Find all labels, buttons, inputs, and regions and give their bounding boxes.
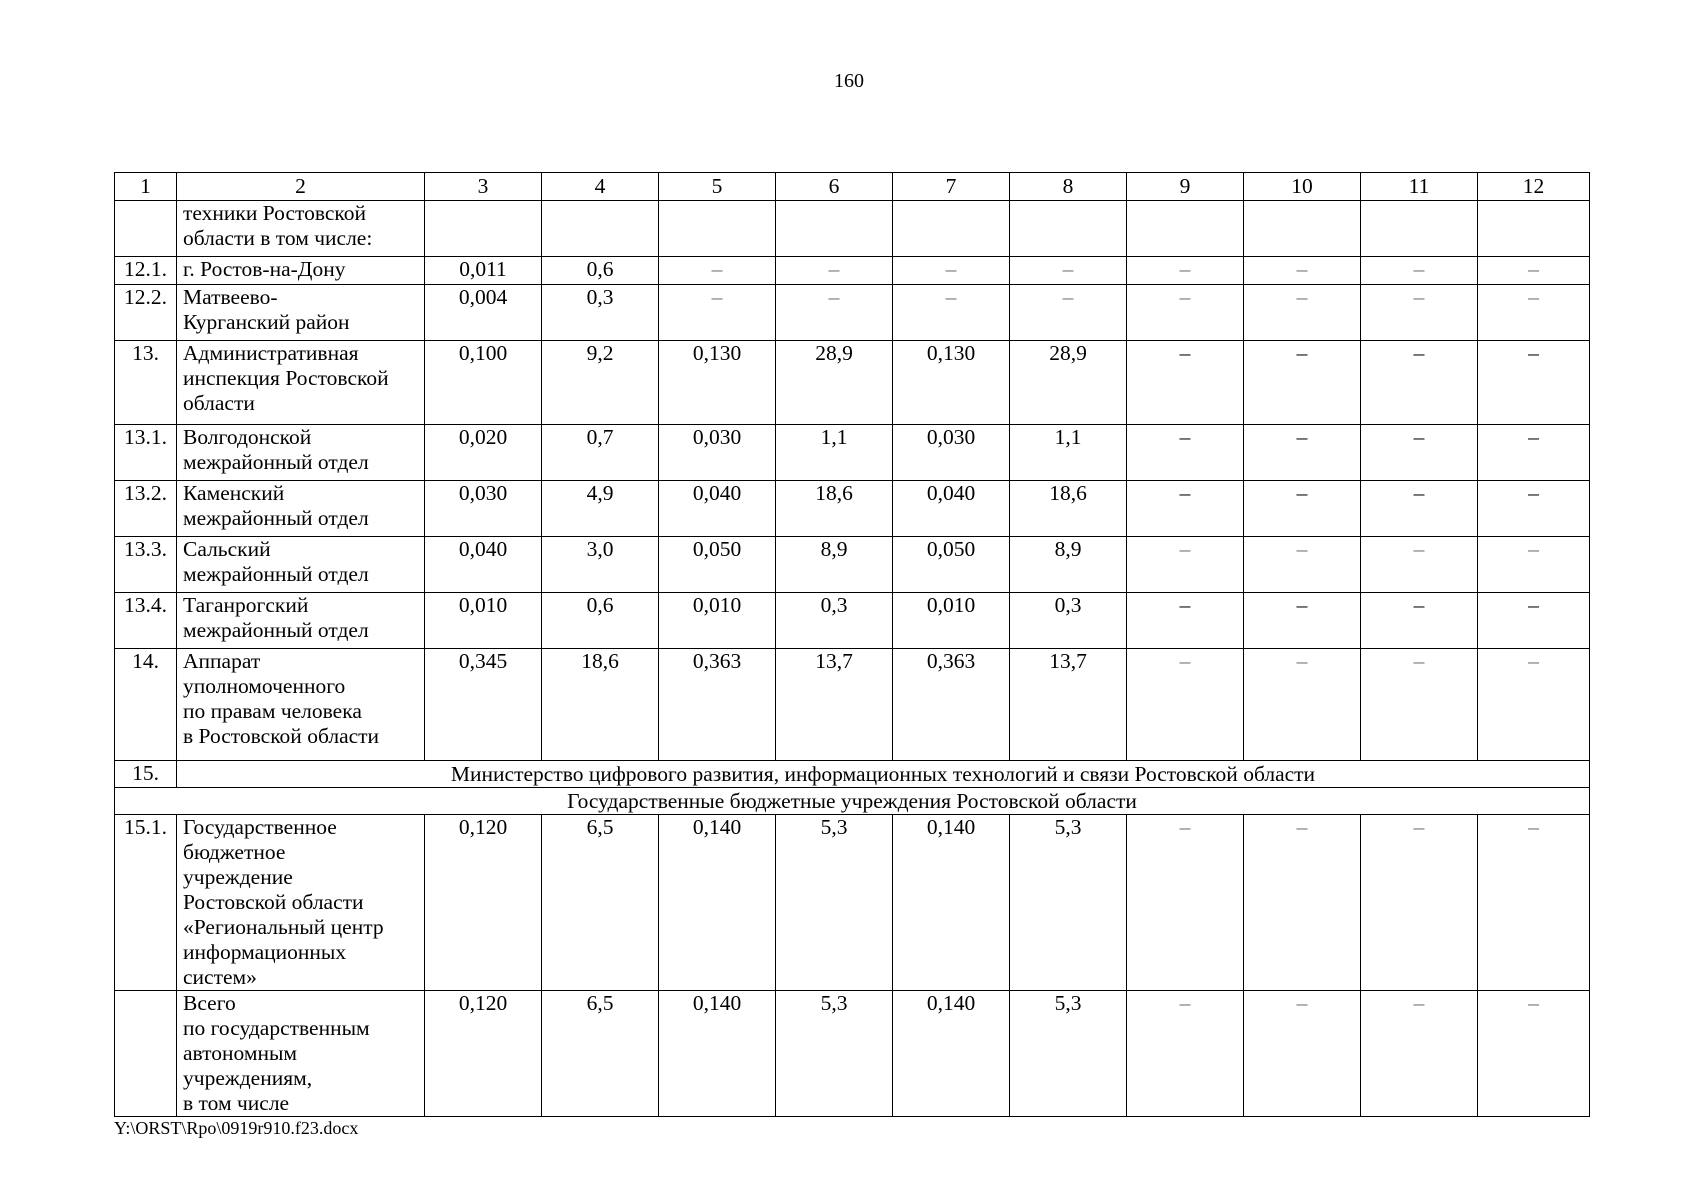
- value-cell-col-11: –: [1361, 991, 1478, 1117]
- column-header-8: 8: [1010, 173, 1127, 201]
- row-name-line: Матвеево-: [183, 285, 278, 309]
- row-number-cell: 12.1.: [115, 257, 177, 285]
- value-cell-col-7: –: [893, 257, 1010, 285]
- row-name-line: Каменский: [183, 481, 285, 505]
- column-header-1: 1: [115, 173, 177, 201]
- value-cell-col-3: 0,030: [425, 481, 542, 537]
- value-cell-col-11: –: [1361, 537, 1478, 593]
- value-cell-col-12: [1478, 201, 1590, 257]
- value-cell-col-9: –: [1127, 593, 1244, 649]
- row-name-cell: [177, 341, 425, 425]
- row-name-cell: [177, 285, 425, 341]
- table-row: [115, 593, 1590, 649]
- row-name-cell: [177, 257, 425, 285]
- value-cell-col-3: 0,040: [425, 537, 542, 593]
- value-cell-col-3: 0,100: [425, 341, 542, 425]
- row-name-line: Аппарат: [183, 649, 261, 673]
- row-name-line: межрайонный отдел: [183, 450, 369, 474]
- value-cell-col-12: –: [1478, 537, 1590, 593]
- row-name-cell: [177, 201, 425, 257]
- value-cell-col-8: 5,3: [1010, 815, 1127, 991]
- column-header-5: 5: [659, 173, 776, 201]
- value-cell-col-10: –: [1244, 537, 1361, 593]
- column-number-header-row: [115, 173, 1590, 201]
- value-cell-col-12: –: [1478, 285, 1590, 341]
- row-number-cell: [115, 991, 177, 1117]
- column-header-2: 2: [177, 173, 425, 201]
- row-name-line: Ростовской области: [183, 890, 364, 914]
- row-name-cell: [177, 481, 425, 537]
- value-cell-col-3: 0,010: [425, 593, 542, 649]
- row-name-cell: [177, 815, 425, 991]
- row-number-cell: 13.3.: [115, 537, 177, 593]
- value-cell-col-12: –: [1478, 593, 1590, 649]
- section-title-cell: Министерство цифрового развития, информационных технологий и связи Ростовской области: [177, 761, 1590, 788]
- value-cell-col-3: 0,120: [425, 815, 542, 991]
- row-name-line: Всего: [183, 991, 236, 1015]
- value-cell-col-9: –: [1127, 991, 1244, 1117]
- value-cell-col-6: 8,9: [776, 537, 893, 593]
- value-cell-col-12: –: [1478, 649, 1590, 761]
- value-cell-col-3: 0,020: [425, 425, 542, 481]
- row-name-line: Волгодонской: [183, 425, 312, 449]
- value-cell-col-6: 5,3: [776, 815, 893, 991]
- table-row: [115, 537, 1590, 593]
- row-name-line: г. Ростов-на-Дону: [183, 257, 346, 281]
- value-cell-col-4: 3,0: [542, 537, 659, 593]
- value-cell-col-9: –: [1127, 257, 1244, 285]
- row-name-line: уполномоченного: [183, 674, 346, 698]
- footer-file-path: Y:\ORST\Rpo\0919r910.f23.docx: [114, 1118, 359, 1138]
- row-name-line: по правам человека: [183, 699, 362, 723]
- value-cell-col-8: 13,7: [1010, 649, 1127, 761]
- value-cell-col-11: –: [1361, 815, 1478, 991]
- value-cell-col-12: –: [1478, 481, 1590, 537]
- value-cell-col-4: 18,6: [542, 649, 659, 761]
- value-cell-col-10: –: [1244, 815, 1361, 991]
- table-row: [115, 425, 1590, 481]
- value-cell-col-8: [1010, 201, 1127, 257]
- row-name-line: «Региональный центр: [183, 915, 384, 939]
- row-name-line: Таганрогский: [183, 593, 309, 617]
- value-cell-col-6: –: [776, 285, 893, 341]
- value-cell-col-6: –: [776, 257, 893, 285]
- section-subtitle-cell: Государственные бюджетные учреждения Ростовской области: [115, 788, 1590, 815]
- value-cell-col-7: 0,363: [893, 649, 1010, 761]
- value-cell-col-10: –: [1244, 257, 1361, 285]
- column-header-9: 9: [1127, 173, 1244, 201]
- value-cell-col-12: –: [1478, 425, 1590, 481]
- column-header-11: 11: [1361, 173, 1478, 201]
- value-cell-col-7: 0,040: [893, 481, 1010, 537]
- table-row: [115, 991, 1590, 1117]
- value-cell-col-6: 1,1: [776, 425, 893, 481]
- value-cell-col-6: 28,9: [776, 341, 893, 425]
- value-cell-col-5: 0,363: [659, 649, 776, 761]
- value-cell-col-4: 0,6: [542, 593, 659, 649]
- value-cell-col-5: 0,140: [659, 991, 776, 1117]
- column-header-4: 4: [542, 173, 659, 201]
- value-cell-col-7: –: [893, 285, 1010, 341]
- row-name-line: информационных: [183, 940, 347, 964]
- value-cell-col-9: –: [1127, 481, 1244, 537]
- value-cell-col-4: 9,2: [542, 341, 659, 425]
- value-cell-col-11: –: [1361, 285, 1478, 341]
- value-cell-col-10: –: [1244, 341, 1361, 425]
- value-cell-col-3: [425, 201, 542, 257]
- value-cell-col-4: [542, 201, 659, 257]
- value-cell-col-5: 0,030: [659, 425, 776, 481]
- value-cell-col-11: –: [1361, 593, 1478, 649]
- value-cell-col-6: 5,3: [776, 991, 893, 1117]
- value-cell-col-9: –: [1127, 537, 1244, 593]
- value-cell-col-4: 0,6: [542, 257, 659, 285]
- value-cell-col-7: 0,050: [893, 537, 1010, 593]
- value-cell-col-10: –: [1244, 593, 1361, 649]
- row-number-cell: 13.2.: [115, 481, 177, 537]
- value-cell-col-5: 0,050: [659, 537, 776, 593]
- row-name-line: Сальский: [183, 537, 271, 561]
- value-cell-col-11: –: [1361, 649, 1478, 761]
- row-name-line: Курганский район: [183, 310, 350, 334]
- row-name-cell: [177, 537, 425, 593]
- column-header-12: 12: [1478, 173, 1590, 201]
- value-cell-col-6: 13,7: [776, 649, 893, 761]
- table-row: [115, 257, 1590, 285]
- value-cell-col-11: –: [1361, 481, 1478, 537]
- value-cell-col-10: –: [1244, 649, 1361, 761]
- value-cell-col-4: 0,7: [542, 425, 659, 481]
- value-cell-col-7: 0,030: [893, 425, 1010, 481]
- row-name-line: бюджетное: [183, 840, 286, 864]
- row-name-line: в том числе: [183, 1091, 290, 1115]
- table-body: [115, 173, 1590, 1117]
- column-header-3: 3: [425, 173, 542, 201]
- table-row: [115, 815, 1590, 991]
- value-cell-col-8: 5,3: [1010, 991, 1127, 1117]
- value-cell-col-10: –: [1244, 991, 1361, 1117]
- value-cell-col-3: 0,345: [425, 649, 542, 761]
- value-cell-col-7: 0,010: [893, 593, 1010, 649]
- row-name-line: учреждение: [183, 865, 293, 889]
- page-number: 160: [834, 70, 864, 92]
- value-cell-col-12: –: [1478, 257, 1590, 285]
- value-cell-col-7: 0,140: [893, 815, 1010, 991]
- value-cell-col-5: 0,140: [659, 815, 776, 991]
- value-cell-col-9: –: [1127, 649, 1244, 761]
- value-cell-col-4: 4,9: [542, 481, 659, 537]
- column-header-10: 10: [1244, 173, 1361, 201]
- value-cell-col-4: 6,5: [542, 991, 659, 1117]
- value-cell-col-9: –: [1127, 815, 1244, 991]
- column-header-7: 7: [893, 173, 1010, 201]
- table-row: [115, 341, 1590, 425]
- value-cell-col-12: –: [1478, 991, 1590, 1117]
- row-number-cell: 15.1.: [115, 815, 177, 991]
- row-name-line: области в том числе:: [183, 226, 373, 250]
- value-cell-col-5: 0,040: [659, 481, 776, 537]
- row-number-cell: 13.1.: [115, 425, 177, 481]
- value-cell-col-5: –: [659, 257, 776, 285]
- value-cell-col-11: [1361, 201, 1478, 257]
- value-cell-col-10: –: [1244, 481, 1361, 537]
- value-cell-col-8: –: [1010, 285, 1127, 341]
- row-name-line: техники Ростовской: [183, 201, 367, 225]
- row-number-cell: [115, 201, 177, 257]
- row-name-line: Административная: [183, 341, 359, 365]
- table-row: [115, 201, 1590, 257]
- row-name-line: автономным: [183, 1041, 298, 1065]
- value-cell-col-12: –: [1478, 341, 1590, 425]
- section-number-cell: 15.: [115, 761, 177, 788]
- table-row: [115, 481, 1590, 537]
- value-cell-col-9: –: [1127, 341, 1244, 425]
- section-subtitle-row: [115, 788, 1590, 815]
- value-cell-col-11: –: [1361, 257, 1478, 285]
- row-name-line: межрайонный отдел: [183, 618, 369, 642]
- value-cell-col-8: 1,1: [1010, 425, 1127, 481]
- value-cell-col-4: 6,5: [542, 815, 659, 991]
- value-cell-col-9: –: [1127, 285, 1244, 341]
- value-cell-col-8: 28,9: [1010, 341, 1127, 425]
- data-table: [114, 172, 1590, 1117]
- value-cell-col-10: –: [1244, 425, 1361, 481]
- row-name-line: Государственное: [183, 815, 337, 839]
- value-cell-col-9: –: [1127, 425, 1244, 481]
- row-number-cell: 13.4.: [115, 593, 177, 649]
- row-name-cell: [177, 593, 425, 649]
- value-cell-col-8: 18,6: [1010, 481, 1127, 537]
- row-name-line: в Ростовской области: [183, 724, 380, 748]
- value-cell-col-6: 0,3: [776, 593, 893, 649]
- value-cell-col-8: 0,3: [1010, 593, 1127, 649]
- row-name-cell: [177, 649, 425, 761]
- row-name-cell: [177, 425, 425, 481]
- value-cell-col-10: [1244, 201, 1361, 257]
- value-cell-col-7: 0,140: [893, 991, 1010, 1117]
- value-cell-col-11: –: [1361, 425, 1478, 481]
- row-name-line: по государственным: [183, 1016, 370, 1040]
- value-cell-col-6: [776, 201, 893, 257]
- value-cell-col-5: 0,010: [659, 593, 776, 649]
- table-row: [115, 285, 1590, 341]
- row-name-line: межрайонный отдел: [183, 562, 369, 586]
- value-cell-col-3: 0,011: [425, 257, 542, 285]
- value-cell-col-4: 0,3: [542, 285, 659, 341]
- value-cell-col-7: 0,130: [893, 341, 1010, 425]
- value-cell-col-11: –: [1361, 341, 1478, 425]
- value-cell-col-3: 0,004: [425, 285, 542, 341]
- value-cell-col-6: 18,6: [776, 481, 893, 537]
- value-cell-col-9: [1127, 201, 1244, 257]
- row-name-line: межрайонный отдел: [183, 506, 369, 530]
- value-cell-col-8: 8,9: [1010, 537, 1127, 593]
- row-name-line: учреждениям,: [183, 1066, 313, 1090]
- table-row: [115, 649, 1590, 761]
- row-name-line: систем»: [183, 965, 257, 989]
- value-cell-col-12: –: [1478, 815, 1590, 991]
- row-number-cell: 12.2.: [115, 285, 177, 341]
- column-header-6: 6: [776, 173, 893, 201]
- row-number-cell: 14.: [115, 649, 177, 761]
- value-cell-col-5: 0,130: [659, 341, 776, 425]
- row-name-cell: [177, 991, 425, 1117]
- value-cell-col-10: –: [1244, 285, 1361, 341]
- value-cell-col-5: –: [659, 285, 776, 341]
- row-name-line: инспекция Ростовской: [183, 366, 389, 390]
- row-number-cell: 13.: [115, 341, 177, 425]
- section-title-row: [115, 761, 1590, 788]
- row-name-line: области: [183, 391, 255, 415]
- value-cell-col-5: [659, 201, 776, 257]
- value-cell-col-8: –: [1010, 257, 1127, 285]
- value-cell-col-3: 0,120: [425, 991, 542, 1117]
- value-cell-col-7: [893, 201, 1010, 257]
